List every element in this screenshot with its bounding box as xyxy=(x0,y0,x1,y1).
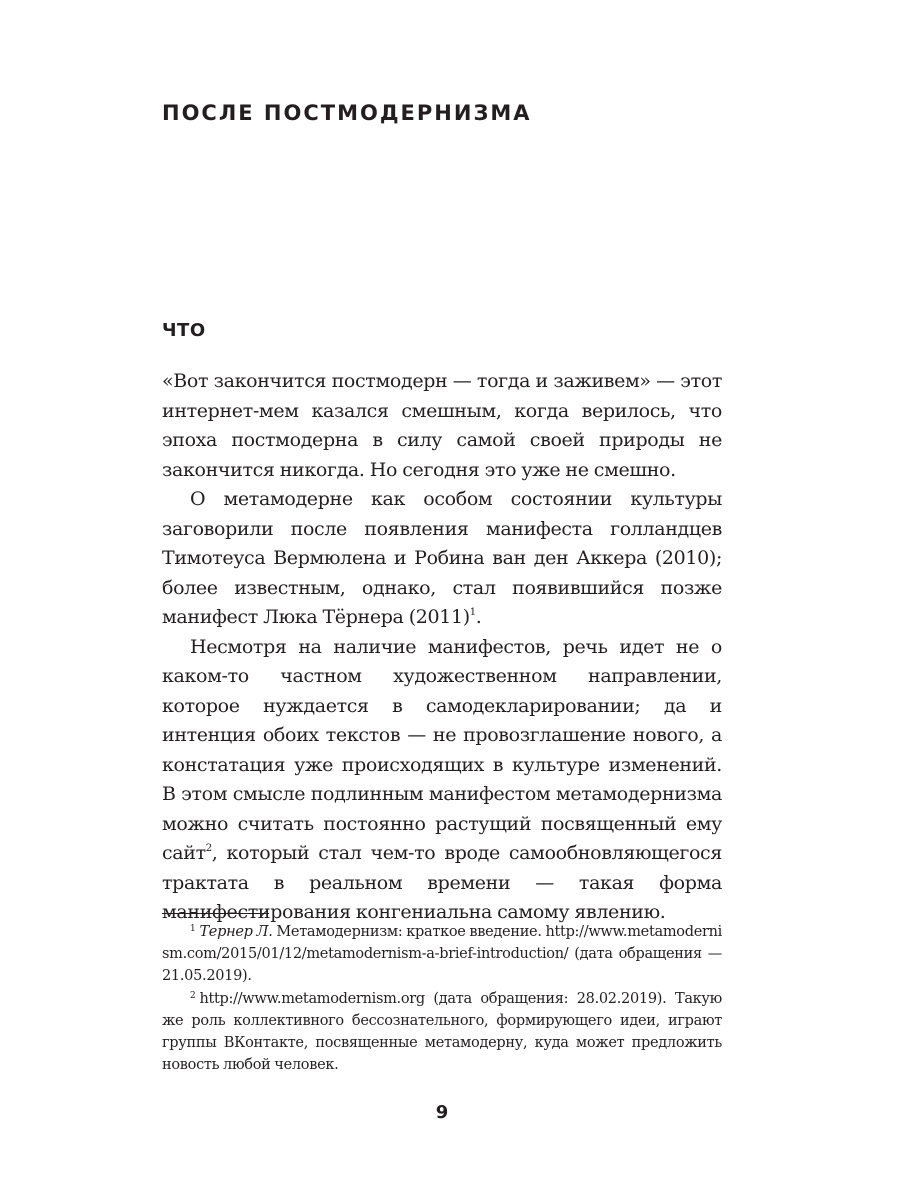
footnote-1 xyxy=(162,921,722,988)
paragraph-1 xyxy=(162,367,722,485)
footnote-ref-1[interactable]: 1 xyxy=(469,607,476,618)
paragraph-text: О метамодерне как особом состоянии культуры заговорили после появления манифеста голландцев Тимотеуса Вермюлена и Робина ван ден Аккера (2010); более известным, однако, стал появившийся позже манифест Люка Тёрнера (2011) xyxy=(162,488,722,628)
footnote-text: http://www.metamodernism.org (дата обращения: 28.02.2019). Такую же роль коллективного бессознательного, формирующего идеи, играют группы ВКонтакте, посвященные метамодерну, куда может предложить новость любой человек. xyxy=(162,990,722,1074)
paragraph-text: Несмотря на наличие манифестов, речь идет не о каком-то частном художественном направлении, которое нуждается в самодекларировании; да и интенция обоих текстов — не провозглашение нового, а констатация уже происходящих в культуре изменений. В этом смысле подлинным манифестом метамодернизма можно считать постоянно растущий посвященный ему сайт xyxy=(162,635,722,864)
paragraph-3 xyxy=(162,633,722,928)
footnote-2 xyxy=(162,988,722,1077)
footnotes xyxy=(162,921,722,1076)
page-number: 9 xyxy=(435,1102,449,1123)
footnote-number: 1 xyxy=(190,924,196,934)
footnote-author: Тернер Л. xyxy=(199,924,273,940)
paragraph-text: «Вот закончится постмодерн — тогда и заживем» — этот интернет-мем казался смешным, когда верилось, что эпоха постмодерна в силу самой своей природы не закончится никогда. Но сегодня это уже не смешно. xyxy=(162,370,722,481)
section-title: ЧТО xyxy=(162,320,206,341)
paragraph-2 xyxy=(162,485,722,633)
book-page xyxy=(162,0,722,1200)
footnote-ref-2[interactable]: 2 xyxy=(205,843,212,854)
paragraph-text-tail: , который стал чем-то вроде самообновляющегося трактата в реальном времени — такая форма манифестирования конгениальна самому явлению. xyxy=(162,842,722,923)
chapter-title: ПОСЛЕ ПОСТМОДЕРНИЗМА xyxy=(162,101,532,125)
footnote-text: Метамодернизм: краткое введение. http://www.metamodernism.com/2015/01/12/metamodernism-a-brief-introduction/ (дата обращения — 21.05.2019). xyxy=(162,924,722,985)
footnote-divider xyxy=(162,913,269,914)
body-text xyxy=(162,367,722,928)
footnote-number: 2 xyxy=(190,990,196,1001)
paragraph-text-tail: . xyxy=(475,606,482,628)
